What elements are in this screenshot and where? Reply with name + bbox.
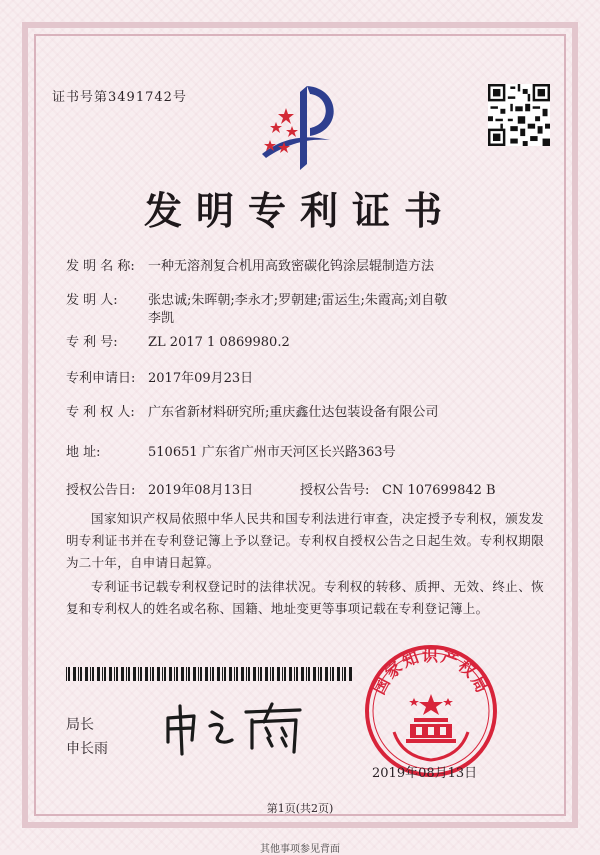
director-name: 申长雨 [66, 741, 108, 757]
patent-number-label: 专 利 号: [66, 335, 118, 350]
grant-date-row [66, 482, 254, 500]
seal-date: 2019年08月13日 [372, 766, 478, 781]
svg-text:国家知识产权局 [369, 646, 492, 697]
inventor-value-line1: 张忠诚;朱晖朝;李永才;罗朝建;雷运生;朱霞高;刘自敬 [148, 293, 448, 308]
body-paragraph-1: 国家知识产权局依照中华人民共和国专利法进行审查，决定授予专利权，颁发发明专利证书并在专利登记簿上予以登记。专利权自授权公告之日起生效。专利权期限为二十年，自申请日起算。 [66, 511, 544, 570]
invention-name-value: 一种无溶剂复合机用高致密碳化钨涂层辊制造方法 [148, 259, 435, 274]
official-seal-icon [364, 644, 498, 778]
inventor-label: 发 明 人: [66, 293, 118, 308]
filing-date-row [66, 370, 254, 388]
invention-name-row [66, 258, 435, 276]
address-label: 地 址: [66, 445, 101, 460]
grant-number-row [300, 482, 496, 500]
invention-name-label: 发 明 名 称: [66, 259, 135, 274]
patentee-label: 专 利 权 人: [66, 405, 135, 420]
seal-text: 国家知识产权局 [369, 646, 493, 698]
body-paragraph-2: 专利证书记载专利权登记时的法律状况。专利权的转移、质押、无效、终止、恢复和专利权人的姓名或名称、国籍、地址变更等事项记载在专利登记簿上。 [66, 579, 544, 616]
patent-number-value: ZL 2017 1 0869980.2 [148, 335, 290, 350]
handwritten-signature-icon [160, 696, 310, 760]
certificate-title: 发明专利证书 [143, 188, 456, 233]
grant-number-value: CN 107699842 B [382, 483, 496, 498]
qr-code-icon [488, 84, 550, 146]
grant-date-value: 2019年08月13日 [148, 483, 254, 498]
page-number: 第1页(共2页) [266, 802, 334, 815]
grant-number-label: 授权公告号: [300, 483, 370, 498]
cnipa-emblem-icon [252, 78, 348, 174]
inventor-row [66, 292, 448, 326]
grant-date-label: 授权公告日: [66, 483, 136, 498]
patentee-value: 广东省新材料研究所;重庆鑫仕达包装设备有限公司 [148, 405, 439, 420]
patent-number-row [66, 334, 290, 352]
director-title: 局长 [66, 717, 94, 733]
address-value: 510651 广东省广州市天河区长兴路363号 [148, 445, 396, 460]
patentee-row [66, 404, 439, 422]
filing-date-value: 2017年09月23日 [148, 371, 254, 386]
address-row [66, 444, 396, 462]
inventor-value-line2: 李凯 [148, 311, 175, 326]
certificate-number: 证书号第3491742号 [52, 90, 187, 105]
back-side-note: 其他事项参见背面 [260, 844, 340, 855]
filing-date-label: 专利申请日: [66, 371, 136, 386]
barcode-icon [66, 667, 356, 681]
